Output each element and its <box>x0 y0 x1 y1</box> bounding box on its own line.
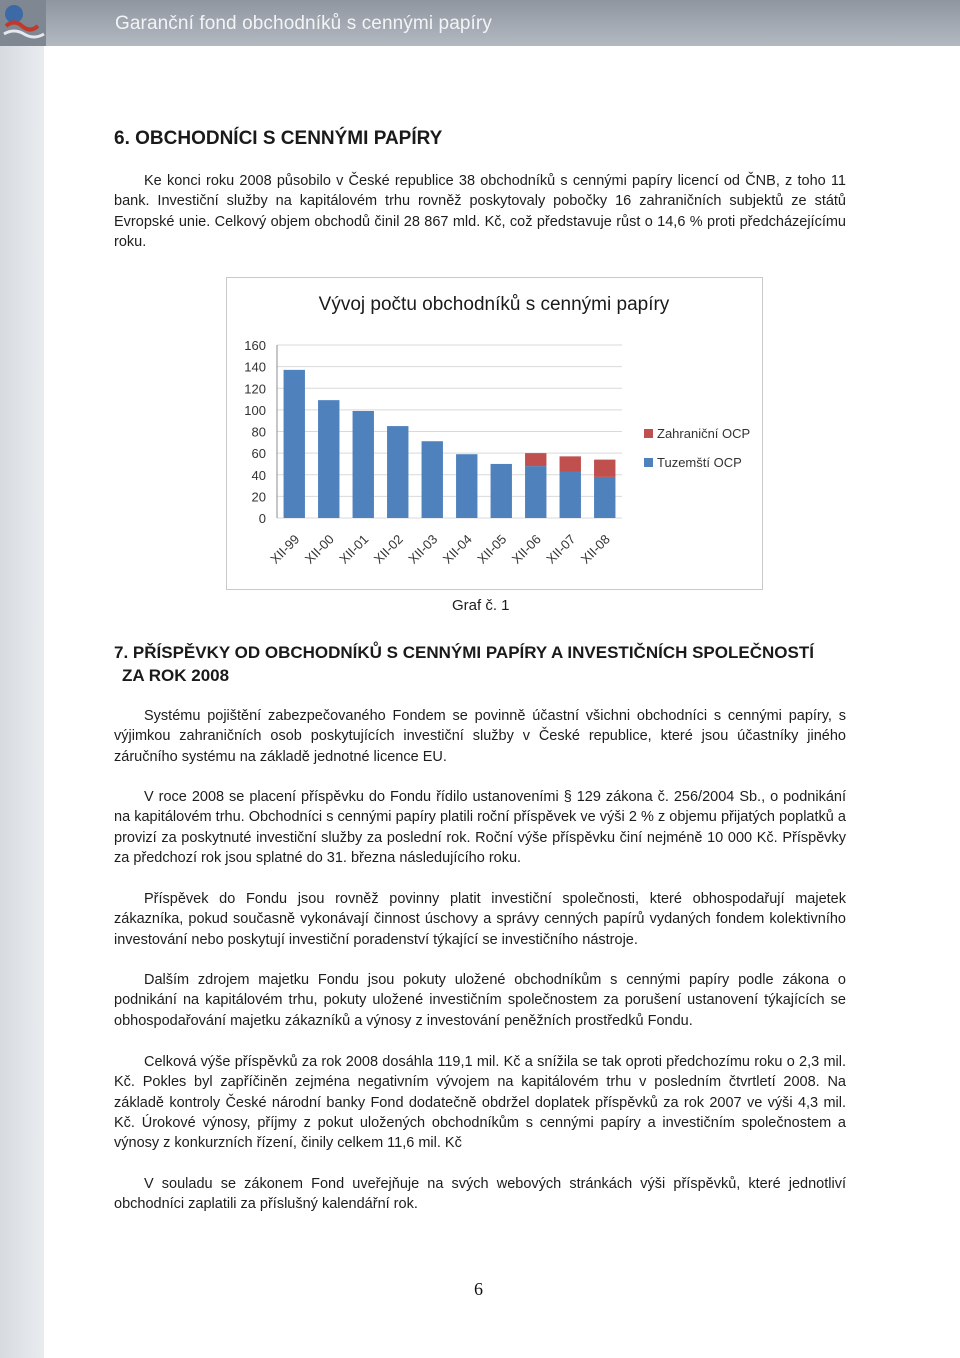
section-6-text: Ke konci roku 2008 působilo v České republice 38 obchodníků s cennými papíry licencí od ČNB, z toho 11 bank. Investiční služby na kapitálovém trhu rovněž poskytovaly pobočky 16 zahraničních subjektů ze států Evropské unie. Celkový objem obchodů činil 28 867 mld. Kč, což představuje růst o 14,6 % proti předcházejícímu roku. <box>114 173 846 250</box>
bar <box>422 441 443 518</box>
y-tick-label: 160 <box>244 338 266 353</box>
chart-container <box>226 277 763 590</box>
section-7-paragraph-5 <box>114 1052 846 1153</box>
x-tick-label: XII-05 <box>474 531 510 567</box>
paragraph-text: Dalším zdrojem majetku Fondu jsou pokuty uložené obchodníkům s cennými papíry podle zákona o podnikání na kapitálovém trhu, pokuty uložené investičním společnostem za porušení ustanovení týkajících se obhospodařování majetku zákazníků a výnosy z investování peněžních prostředků Fondu. <box>114 972 846 1029</box>
bar <box>560 456 581 471</box>
y-tick-label: 140 <box>244 359 266 375</box>
legend-swatch <box>644 429 653 438</box>
bar <box>594 460 615 477</box>
paragraph-text: Celková výše příspěvků za rok 2008 dosáhla 119,1 mil. Kč a snížila se tak oproti předchozímu roku o 2,3 mil. Kč. Pokles byl zapříčiněn zejména negativním vývojem na kapitálovém trhu v posledním čtvrtletí 2008. Na základě kontroly České národní banky Fond dodatečně obdržel doplatek příspěvků za rok 2007 ve výši 4,3 mil. Kč. Úrokové výnosy, příjmy z pokut uložených obchodníkům s cennými papíry a investičním společnostem a výnosy z konkurzních řízení, činily celkem 11,6 mil. Kč <box>114 1054 846 1152</box>
x-tick-label: XII-02 <box>370 531 406 567</box>
y-tick-label: 120 <box>244 381 266 397</box>
legend-label: Zahraniční OCP <box>657 426 751 441</box>
section-6-paragraph <box>114 171 846 252</box>
bar <box>594 477 615 518</box>
bar <box>456 454 477 518</box>
section-7-paragraph-3 <box>114 889 846 950</box>
x-tick-label: XII-08 <box>577 531 613 567</box>
y-tick-label: 100 <box>244 402 266 418</box>
legend-label: Tuzemští OCP <box>657 455 742 470</box>
bar <box>387 426 408 518</box>
section-7-heading-line2: ZA ROK 2008 <box>122 666 230 685</box>
paragraph-text: V souladu se zákonem Fond uveřejňuje na svých webových stránkách výši příspěvků, které jednotliví obchodníci zaplatili za příslušný kalendářní rok. <box>114 1176 846 1213</box>
section-7-paragraph-6 <box>114 1174 846 1215</box>
paragraph-text: Příspěvek do Fondu jsou rovněž povinny platit investiční společnosti, které obhospodařují majetek zákazníka, pokud současně vykonávají činnost úschovy a správy cenných papírů vydaných fondem kolektivního investování nebo poskytují investiční poradenství týkající se investičního nástroje. <box>114 891 846 948</box>
y-tick-label: 60 <box>251 446 266 462</box>
x-tick-label: XII-01 <box>336 531 372 567</box>
x-tick-label: XII-07 <box>543 531 579 567</box>
y-tick-label: 80 <box>251 424 266 440</box>
bar <box>525 453 546 466</box>
x-tick-label: XII-99 <box>267 531 303 567</box>
x-tick-label: XII-00 <box>301 531 337 567</box>
bar <box>284 370 305 518</box>
fund-logo-icon <box>0 0 46 46</box>
y-tick-label: 40 <box>251 467 266 483</box>
bar <box>560 472 581 518</box>
header-title: Garanční fond obchodníků s cennými papíry <box>115 13 492 34</box>
y-tick-label: 20 <box>251 489 266 505</box>
section-7-heading-line1: 7. PŘÍSPĚVKY OD OBCHODNÍKŮ S CENNÝMI PAPÍRY A INVESTIČNÍCH SPOLEČNOSTÍ <box>114 643 814 662</box>
section-7-paragraph-1 <box>114 706 846 767</box>
bar <box>318 400 339 518</box>
legend-swatch <box>644 458 653 467</box>
chart-title: Vývoj počtu obchodníků s cennými papíry <box>318 294 670 315</box>
x-tick-label: XII-04 <box>439 531 475 567</box>
paragraph-text: V roce 2008 se placení příspěvku do Fondu řídilo ustanoveními § 129 zákona č. 256/2004 Sb., o podnikání na kapitálovém trhu. Obchodníci s cennými papíry platili roční příspěvek ve výši 2 % z objemu přijatých poplatků a provizí za poskytnuté investiční služby za poslední rok. Roční výše příspěvku činí nejméně 10 000 Kč. Příspěvky za předchozí rok jsou splatné do 31. března následujícího roku. <box>114 789 846 866</box>
y-tick-label: 0 <box>258 511 266 526</box>
bar <box>525 466 546 518</box>
bar <box>353 411 374 518</box>
page-header <box>0 0 960 46</box>
section-6-heading: 6. OBCHODNÍCI S CENNÝMI PAPÍRY <box>114 128 443 149</box>
x-tick-label: XII-03 <box>405 531 441 567</box>
section-7-paragraph-4 <box>114 970 846 1031</box>
chart-caption: Graf č. 1 <box>452 597 510 614</box>
section-7-paragraph-2 <box>114 787 846 868</box>
bar <box>491 464 512 518</box>
x-tick-label: XII-06 <box>508 531 544 567</box>
paragraph-text: Systému pojištění zabezpečovaného Fondem se povinně účastní všichni obchodníci s cennými papíry, s výjimkou zahraničních osob poskytujících investiční služby v České republice, které jsou účastníky jiného záručního systému na základě jednotné licence EU. <box>114 708 846 765</box>
bar-chart <box>227 278 762 589</box>
page-number: 6 <box>474 1279 483 1299</box>
section-7-heading <box>114 641 854 687</box>
left-sidebar <box>0 0 44 1358</box>
